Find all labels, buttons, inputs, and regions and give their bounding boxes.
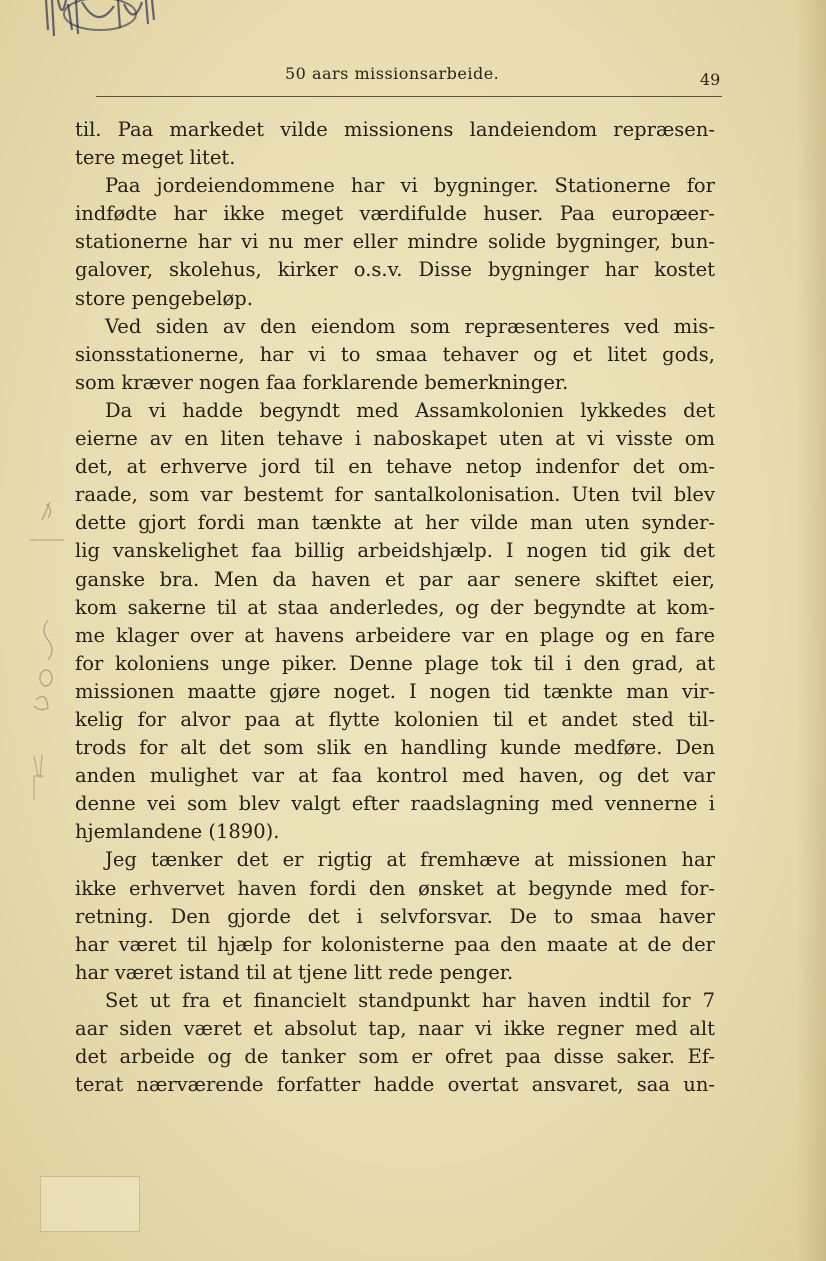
text-line: for koloniens unge piker. Denne plage tok til i den grad, at bbox=[75, 651, 715, 675]
text-line: galover, skolehus, kirker o.s.v. Disse bygninger har kostet bbox=[75, 258, 715, 282]
text-line: tere meget litet. bbox=[75, 146, 236, 170]
text-line: missionen maatte gjøre noget. I nogen tid tænkte man vir- bbox=[75, 679, 715, 703]
text-line: sionsstationerne, har vi to smaa tehaver og et litet gods, bbox=[75, 342, 715, 366]
text-line: til. Paa markedet vilde missionens landeiendom repræsen- bbox=[75, 118, 715, 141]
text-line: eierne av en liten tehave i naboskapet uten at vi visste om bbox=[75, 427, 715, 451]
text-line: aar siden været et absolut tap, naar vi ikke regner med alt bbox=[75, 1017, 715, 1040]
text-line: Paa jordeiendommene har vi bygninger. Stationerne for bbox=[105, 174, 715, 198]
text-line: trods for alt det som slik en handling kunde medføre. Den bbox=[75, 736, 715, 760]
text-line: lig vanskelighet faa billig arbeidshjælp. I nogen tid gik det bbox=[75, 539, 715, 563]
text-line: stationerne har vi nu mer eller mindre solide bygninger, bun- bbox=[75, 230, 715, 254]
text-line: anden mulighet var at faa kontrol med haven, og det var bbox=[75, 764, 715, 788]
paper-slip bbox=[40, 1176, 140, 1232]
text-line: indfødte har ikke meget værdifulde huser. Paa europæer- bbox=[75, 202, 715, 226]
text-line: hjemlandene (1890). bbox=[75, 820, 280, 844]
text-line: Ved siden av den eiendom som repræsenteres ved mis- bbox=[105, 314, 715, 338]
text-line: denne vei som blev valgt efter raadslagning med vennerne i bbox=[75, 792, 715, 816]
page-header bbox=[0, 64, 826, 90]
text-line: har været til hjælp for kolonisterne paa den maate at de der bbox=[75, 932, 715, 956]
page-number: 49 bbox=[700, 70, 721, 89]
header-rule bbox=[96, 96, 722, 97]
text-line: ganske bra. Men da haven et par aar senere skiftet eier, bbox=[75, 567, 715, 591]
text-line: dette gjort fordi man tænkte at her vilde man uten synder- bbox=[75, 511, 715, 535]
text-line: det, at erhverve jord til en tehave netop indenfor det om- bbox=[75, 455, 715, 479]
text-line: store pengebeløp. bbox=[75, 286, 253, 310]
text-line: raade, som var bestemt for santalkolonisation. Uten tvil blev bbox=[75, 483, 715, 507]
text-line: retning. Den gjorde det i selvforsvar. De to smaa haver bbox=[75, 904, 715, 928]
text-line: me klager over at havens arbeidere var en plage og en fare bbox=[75, 623, 715, 647]
text-line: Set ut fra et financielt standpunkt har haven indtil for 7 bbox=[105, 988, 715, 1012]
text-line: Da vi hadde begyndt med Assamkolonien lykkedes det bbox=[105, 398, 715, 422]
text-line: har været istand til at tjene litt rede penger. bbox=[75, 960, 514, 984]
running-title: 50 aars missionsarbeide. bbox=[285, 64, 500, 83]
text-line: det arbeide og de tanker som er ofret paa disse saker. Ef- bbox=[75, 1045, 715, 1069]
library-stamp-icon bbox=[38, 0, 163, 44]
text-line: Jeg tænker det er rigtig at fremhæve at missionen har bbox=[105, 848, 715, 872]
text-line: kelig for alvor paa at flytte kolonien til et andet sted til- bbox=[75, 707, 715, 731]
text-line: kom sakerne til at staa anderledes, og der begyndte at kom- bbox=[75, 595, 715, 619]
text-line: ikke erhvervet haven fordi den ønsket at begynde med for- bbox=[75, 876, 715, 900]
text-line: terat nærværende forfatter hadde overtat ansvaret, saa un- bbox=[75, 1073, 715, 1097]
body-text bbox=[75, 116, 715, 1099]
text-line: som kræver nogen faa forklarende bemerkninger. bbox=[75, 370, 569, 394]
margin-pencil-marks-icon bbox=[20, 500, 70, 820]
